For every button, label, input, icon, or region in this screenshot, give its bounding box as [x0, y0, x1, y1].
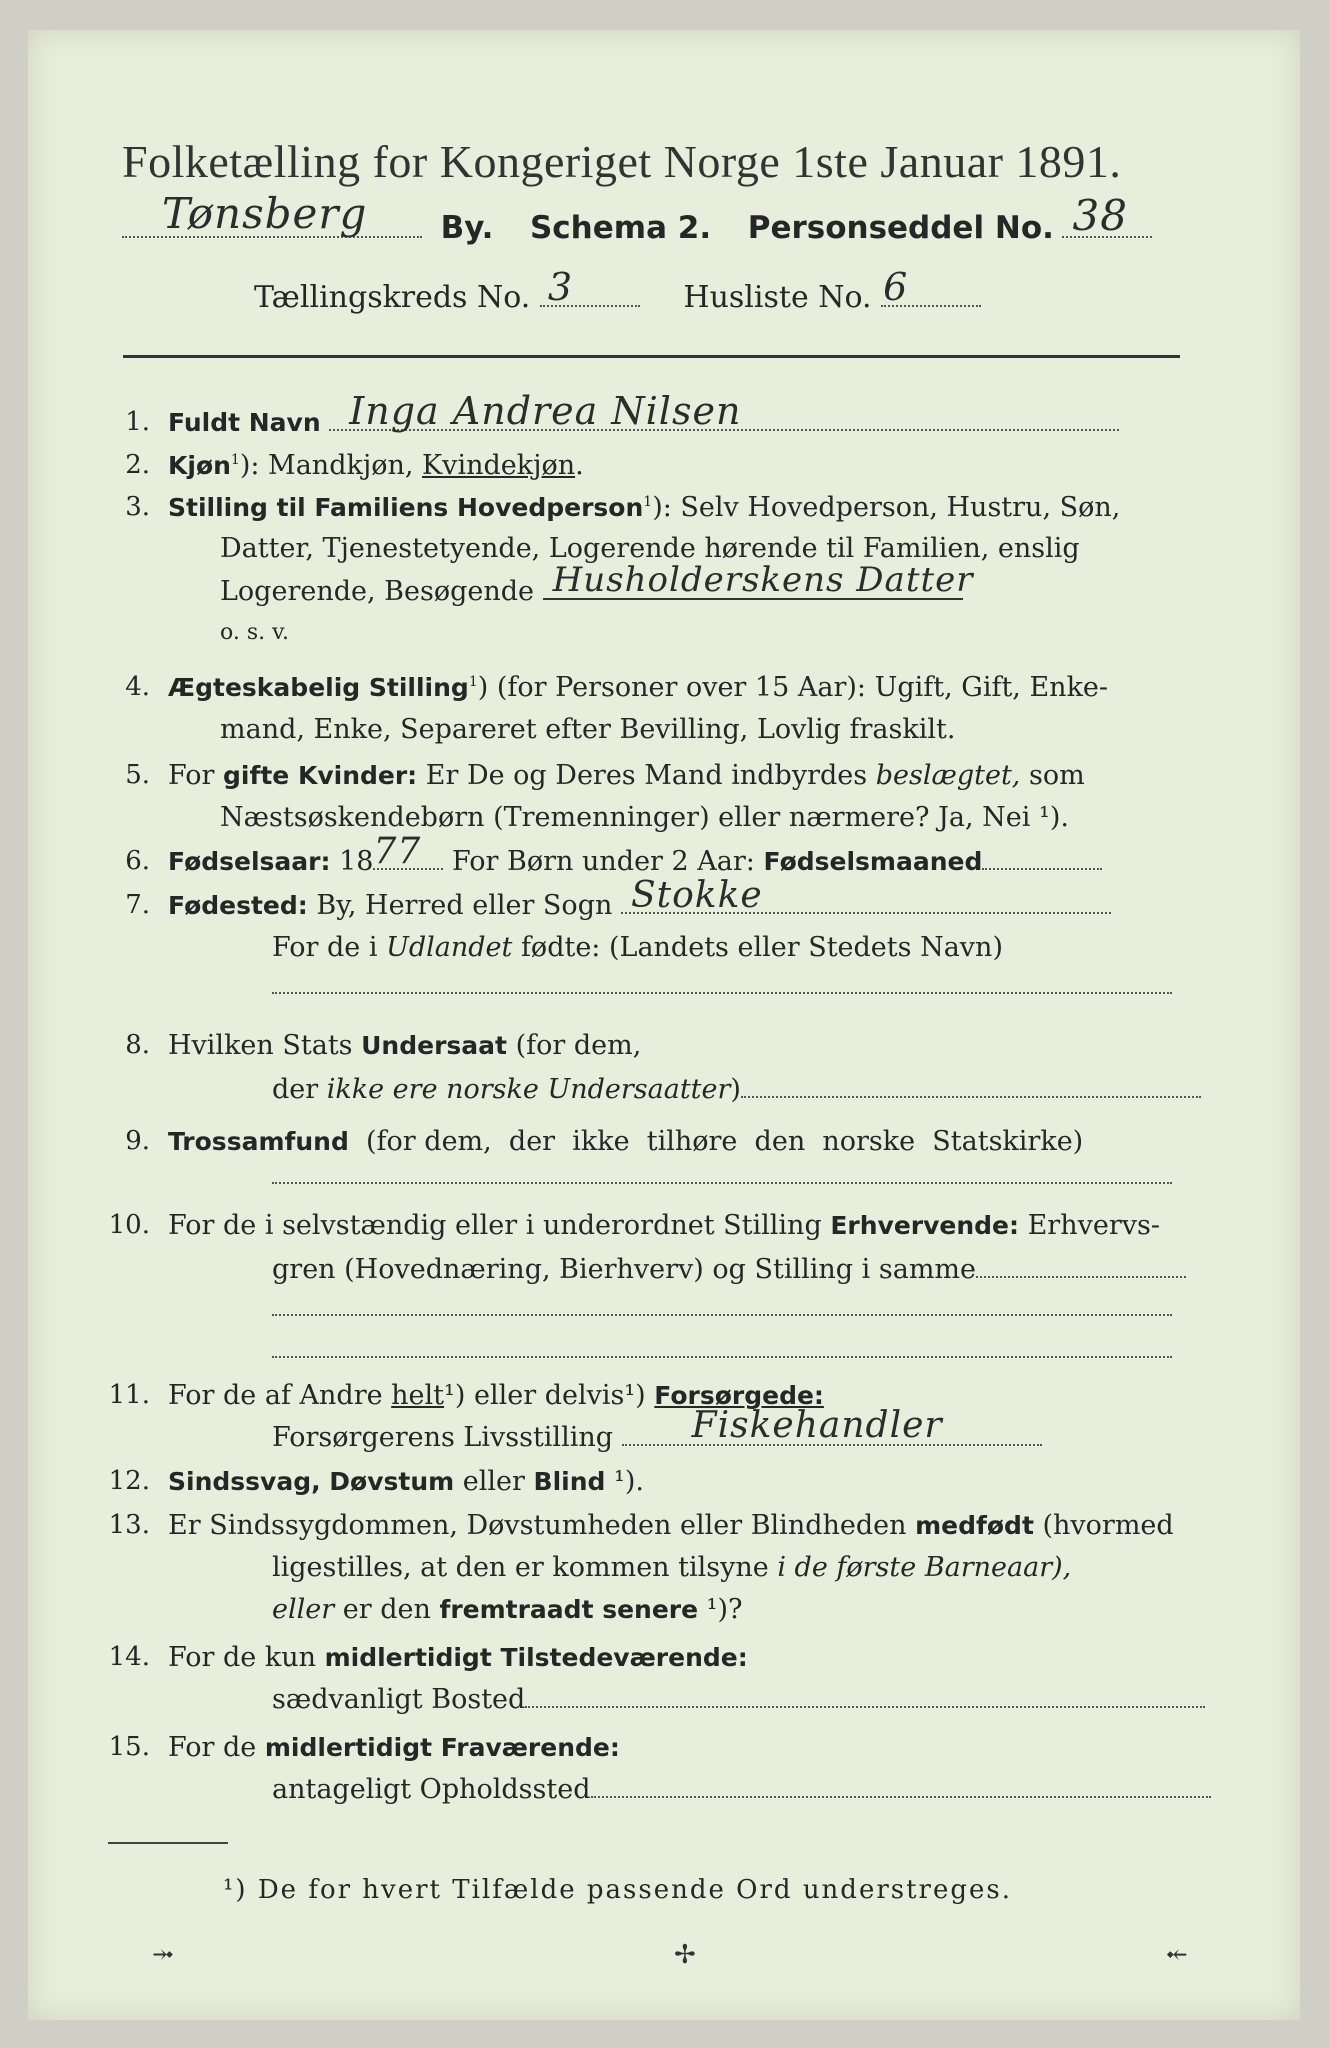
- item-12-mid: eller: [454, 1466, 534, 1497]
- item-7-number: 7.: [125, 890, 150, 920]
- city-field[interactable]: [122, 189, 422, 238]
- item-13-text-2a: ligestilles, at den er kommen tilsyne: [272, 1552, 778, 1583]
- item-5-line-1: [168, 760, 1085, 791]
- item-11-label: Forsørgede:: [654, 1381, 824, 1410]
- relation-field[interactable]: [543, 560, 974, 600]
- item-12-label-2: Blind: [533, 1467, 606, 1496]
- item-13-line-3: [272, 1594, 743, 1625]
- husliste-label: Husliste No.: [683, 280, 872, 315]
- item-13-text-3b: ¹)?: [698, 1594, 743, 1625]
- item-13-italic: i de første Barneaar),: [777, 1552, 1072, 1583]
- item-9-text-1: (for dem, der ikke tilhøre den norske Statskirke): [348, 1126, 1084, 1157]
- birthplace-field[interactable]: [621, 875, 1111, 916]
- citizenship-field[interactable]: [741, 1096, 1201, 1098]
- item-14-number: 14.: [108, 1642, 150, 1672]
- item-4-line-1: Ægteskabelig Stilling$^1$) (for Personer over 15 Aar): Ugift, Gift, Enke-: [168, 672, 1109, 703]
- item-14-text-2: sædvanligt Bosted: [272, 1684, 526, 1715]
- item-11-helt: helt: [391, 1380, 445, 1411]
- item-3-line-3: [220, 560, 974, 607]
- item-10-pre: For de i selvstændig eller i underordnet Stilling: [168, 1210, 831, 1241]
- item-3-label: Stilling til Familiens Hovedperson: [168, 493, 644, 522]
- item-12: [168, 1466, 644, 1497]
- item-9-line-1: [168, 1126, 1083, 1157]
- item-10-label: Erhvervende:: [830, 1211, 1020, 1240]
- item-12-end: ¹).: [605, 1466, 644, 1497]
- taellingskreds-label: Tællingskreds No.: [254, 280, 531, 315]
- item-10-text-2: gren (Hovednæring, Bierhverv) og Stilling i samme: [272, 1254, 977, 1285]
- item-13-text-1a: Er Sindssygdommen, Døvstumheden eller Blindheden: [168, 1510, 916, 1541]
- husliste-value: 6: [883, 265, 909, 309]
- occupation-line-3[interactable]: [272, 1334, 1172, 1365]
- item-2-text: ): Mandkjøn,: [239, 450, 423, 481]
- item-1-label: Fuldt Navn: [168, 408, 321, 437]
- item-3-line-1: Stilling til Familiens Hovedperson$^1$): Selv Hovedperson, Hustru, Søn,: [168, 492, 1121, 523]
- item-14-line-2: [272, 1684, 1205, 1715]
- item-8-text-2b: ): [730, 1074, 741, 1105]
- item-4-number: 4.: [125, 672, 150, 702]
- item-15-text-2: antageligt Opholdssted: [272, 1774, 591, 1805]
- husliste-field[interactable]: [881, 265, 981, 309]
- item-13-text-1b: (hvormed: [1033, 1510, 1174, 1541]
- personseddel-label: Personseddel No.: [747, 210, 1054, 246]
- item-3-number: 3.: [125, 492, 150, 522]
- item-6-mid: For Børn under 2 Aar:: [443, 846, 764, 877]
- item-6-label-2: Fødselsmaaned: [763, 847, 983, 876]
- item-9-label: Trossamfund: [168, 1127, 349, 1156]
- item-3-line-2: Datter, Tjenestetyende, Logerende hørende til Familien, enslig: [220, 533, 1080, 564]
- item-5-pre: For: [168, 760, 224, 791]
- occupation-line-2[interactable]: [272, 1292, 1172, 1323]
- item-14-pre: For de kun: [168, 1642, 325, 1673]
- full-name-value: Inga Andrea Nilsen: [349, 389, 742, 433]
- item-8-text-1: (for dem,: [506, 1030, 642, 1061]
- item-11-number: 11.: [108, 1380, 150, 1410]
- item-5-number: 5.: [125, 760, 150, 790]
- form-title: Folketælling for Kongeriget Norge 1ste Januar 1891.: [122, 136, 1122, 187]
- item-8-label: Undersaat: [361, 1031, 507, 1060]
- item-7-line-2: [272, 932, 1003, 963]
- item-8-number: 8.: [125, 1030, 150, 1060]
- birth-year-prefix: 18: [330, 846, 374, 877]
- header-divider: [123, 355, 1180, 358]
- item-4-label: Ægteskabelig Stilling: [168, 673, 469, 702]
- item-7-text-2b: fødte: (Landets eller Stedets Navn): [512, 932, 1003, 963]
- item-7-label: Fødested:: [168, 891, 308, 920]
- item-13-text-3a: er den: [334, 1594, 440, 1625]
- item-10-number: 10.: [108, 1210, 150, 1240]
- item-11-text-2: Forsørgerens Livsstilling: [272, 1422, 614, 1453]
- item-15-label: midlertidigt Fraværende:: [264, 1733, 620, 1762]
- item-4-text-1: ) (for Personer over 15 Aar): Ugift, Gift, Enke-: [477, 672, 1109, 703]
- census-form: [28, 30, 1300, 2020]
- item-8-pre: Hvilken Stats: [168, 1030, 362, 1061]
- provider-occupation-value: Fiskehandler: [691, 1405, 943, 1446]
- item-15-line-1: [168, 1732, 620, 1763]
- item-8-line-2: [272, 1074, 1201, 1105]
- item-13-eller: eller: [272, 1594, 335, 1625]
- item-7-text-2a: For de i: [272, 932, 387, 963]
- item-12-label: Sindssvag, Døvstum: [168, 1467, 455, 1496]
- corner-mark-left: ⤞: [152, 1940, 174, 1970]
- foreign-birthplace-line[interactable]: [272, 970, 1172, 1001]
- item-1-number: 1.: [125, 407, 150, 437]
- birth-year-value: 77: [373, 831, 422, 872]
- city-value: Tønsberg: [162, 189, 368, 238]
- item-3-text-3: Logerende, Besøgende: [220, 576, 534, 607]
- item-10-text-1b: Erhvervs-: [1019, 1210, 1160, 1241]
- item-8-text-2a: der: [272, 1074, 327, 1105]
- item-13-label-2: fremtraadt senere: [439, 1595, 699, 1624]
- religion-field[interactable]: [272, 1160, 1172, 1191]
- temporary-location-field[interactable]: [591, 1796, 1211, 1798]
- item-2: Kjøn$^1$): Mandkjøn, Kvindekjøn.: [168, 450, 584, 481]
- item-2-selected: Kvindekjøn: [422, 450, 576, 481]
- item-5-text-a: Er De og Deres Mand indbyrdes: [417, 760, 876, 791]
- full-name-field[interactable]: [329, 389, 1119, 433]
- taellingskreds-field[interactable]: [540, 265, 640, 309]
- item-11-line-2: [272, 1405, 1042, 1453]
- corner-mark-right: ⤝: [1166, 1940, 1188, 1970]
- corner-mark-center: ✢: [674, 1940, 696, 1970]
- item-13-label: medfødt: [915, 1511, 1034, 1540]
- birthplace-value: Stokke: [630, 875, 763, 916]
- item-7-text: By, Herred eller Sogn: [307, 890, 613, 921]
- birth-year-field[interactable]: [373, 831, 443, 872]
- relation-value: Husholderskens Datter: [552, 560, 974, 600]
- item-2-label: Kjøn: [168, 451, 231, 480]
- by-label: By.: [440, 210, 494, 246]
- item-9-number: 9.: [125, 1126, 150, 1156]
- item-15-number: 15.: [108, 1732, 150, 1762]
- item-5-line-2: Næstsøskendebørn (Tremenninger) eller nærmere? Ja, Nei ¹).: [220, 802, 1069, 833]
- item-14-label: midlertidigt Tilstedeværende:: [324, 1643, 748, 1672]
- schema-label: Schema 2.: [529, 210, 712, 246]
- usual-residence-field[interactable]: [525, 1706, 1205, 1708]
- personseddel-value: 38: [1072, 191, 1128, 240]
- item-4-line-2: mand, Enke, Separeret efter Bevilling, Lovlig fraskilt.: [220, 714, 956, 745]
- item-7-line-1: [168, 875, 1111, 921]
- item-6-number: 6.: [125, 846, 150, 876]
- item-10-line-1: [168, 1210, 1160, 1241]
- item-6: [168, 831, 1102, 877]
- item-3-text-1: ): Selv Hovedperson, Hustru, Søn,: [652, 492, 1121, 523]
- item-13-line-2: [272, 1552, 1071, 1583]
- taellingskreds-value: 3: [547, 265, 574, 309]
- birth-month-field[interactable]: [982, 868, 1102, 870]
- item-2-number: 2.: [125, 450, 150, 480]
- item-1: [168, 389, 1119, 438]
- item-13-line-1: [168, 1510, 1174, 1541]
- item-5-text-b: som: [1020, 760, 1085, 791]
- item-10-line-2: [272, 1254, 1186, 1285]
- item-3-line-4: o. s. v.: [220, 620, 289, 645]
- provider-occupation-field[interactable]: [622, 1405, 1042, 1446]
- item-5-italic: beslægtet,: [875, 760, 1021, 791]
- item-8-line-1: [168, 1030, 641, 1061]
- item-11-text-b: ¹) eller delvis¹): [444, 1380, 655, 1411]
- item-11-text-a: For de af Andre: [168, 1380, 392, 1411]
- item-13-number: 13.: [108, 1510, 150, 1540]
- item-14-line-1: [168, 1642, 748, 1673]
- occupation-field[interactable]: [976, 1276, 1186, 1278]
- header-row-2: [254, 265, 981, 315]
- item-2-end: .: [575, 450, 584, 481]
- item-5-label: gifte Kvinder:: [223, 761, 418, 790]
- item-12-number: 12.: [108, 1466, 150, 1496]
- item-15-pre: For de: [168, 1732, 265, 1763]
- item-15-line-2: [272, 1774, 1211, 1805]
- footnote: ¹) De for hvert Tilfælde passende Ord understreges.: [223, 1875, 1013, 1905]
- header-row-1: [122, 189, 1152, 246]
- footnote-divider: [108, 1842, 228, 1844]
- item-8-italic: ikke ere norske Undersaatter: [326, 1074, 731, 1105]
- item-6-label: Fødselsaar:: [168, 847, 331, 876]
- personseddel-field[interactable]: [1062, 191, 1152, 240]
- item-7-italic: Udlandet: [386, 932, 513, 963]
